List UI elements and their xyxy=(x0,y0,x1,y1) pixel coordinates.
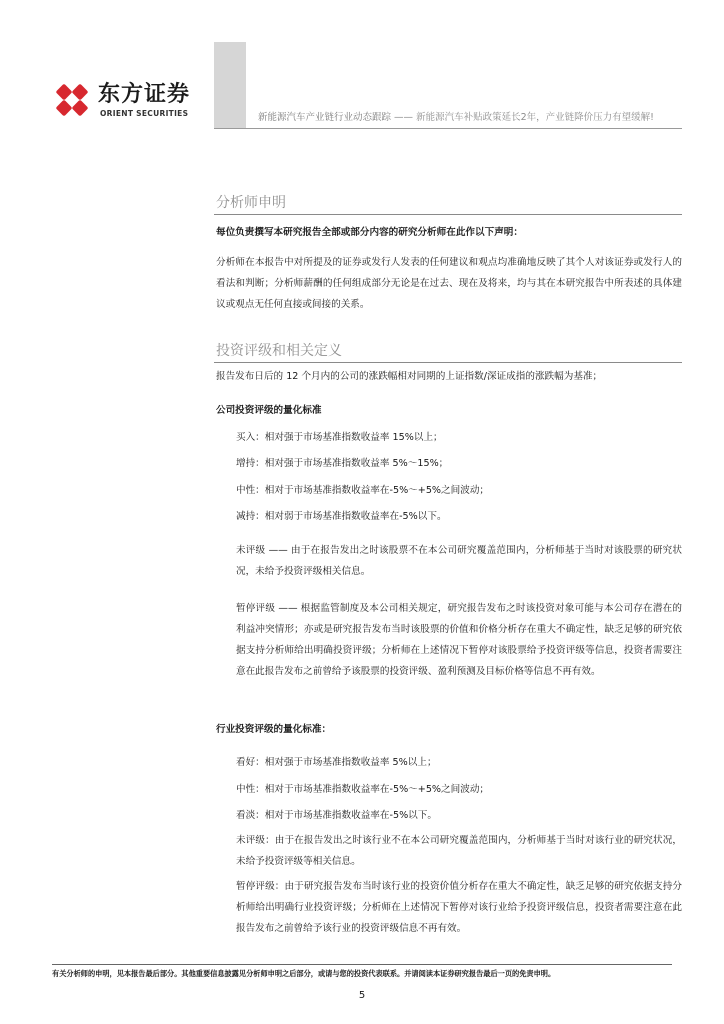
header-rule xyxy=(214,128,682,129)
ratings-rule xyxy=(214,362,682,363)
ratings-intro: 报告发布日后的 12 个月内的公司的涨跌幅相对同期的上证指数/深证成指的涨跌幅为基准； xyxy=(216,371,603,382)
industry-rating-positive: 看好：相对强于市场基准指数收益率 5%以上； xyxy=(236,757,437,768)
company-suspended: 暂停评级 —— 根据监管制度及本公司相关规定，研究报告发布之时该投资对象可能与本公司存在潜在的利益冲突情形；亦或是研究报告发布当时该股票的价值和价格分析存在重大不确定性，缺乏足够的研究依据支持分析师给出明确投资评级；分析师在上述情况下暂停对该股票给予投资评级等信息，投资者需要注意在此报告发布之前曾给予该股票的投资评级、盈利预测及目标价格等信息不再有效。 xyxy=(236,603,682,677)
analyst-statement-body: 分析师在本报告中对所提及的证券或发行人发表的任何建议和观点均准确地反映了其个人对该证券或发行人的看法和判断；分析师薪酬的任何组成部分无论是在过去、现在及将来，均与其在本研究报告中所表述的具体建议或观点无任何直接或间接的关系。 xyxy=(216,257,682,310)
header-series: 新能源汽车产业链行业动态跟踪 xyxy=(258,112,392,123)
header-separator: —— xyxy=(394,112,414,123)
company-rating-heading: 公司投资评级的量化标准 xyxy=(216,405,322,416)
industry-unrated: 未评级：由于在报告发出之时该行业不在本公司研究覆盖范围内，分析师基于当时对该行业的研究状况，未给予投资评级等相关信息。 xyxy=(236,835,682,867)
footer-disclaimer: 有关分析师的申明，见本报告最后部分。其他重要信息披露见分析师申明之后部分，或请与您的投资代表联系。并请阅读本证券研究报告最后一页的免责申明。 xyxy=(52,969,556,978)
brand-name-en: ORIENT SECURITIES xyxy=(100,109,189,118)
analyst-statement-rule xyxy=(214,214,682,215)
company-unrated: 未评级 —— 由于在报告发出之时该股票不在本公司研究覆盖范围内，分析师基于当时对该股票的研究状况，未给予投资评级相关信息。 xyxy=(236,545,682,577)
running-header xyxy=(258,112,654,124)
page-number: 5 xyxy=(358,990,366,1001)
industry-suspended: 暂停评级：由于研究报告发布当时该行业的投资价值分析存在重大不确定性，缺乏足够的研究依据支持分析师给出明确行业投资评级；分析师在上述情况下暂停对该行业给予投资评级信息，投资者需要注意在此报告发布之前曾给予该行业的投资评级信息不再有效。 xyxy=(236,881,682,934)
analyst-statement-title: 分析师申明 xyxy=(216,195,286,211)
industry-rating-neutral: 中性：相对于市场基准指数收益率在-5%～+5%之间波动； xyxy=(236,784,490,795)
brand-name-cn: 东方证券 xyxy=(98,82,191,107)
company-rating-underweight: 减持：相对弱于市场基准指数收益率在-5%以下。 xyxy=(236,511,447,522)
industry-rating-negative: 看淡：相对于市场基准指数收益率在-5%以下。 xyxy=(236,810,437,821)
company-rating-overweight: 增持：相对强于市场基准指数收益率 5%～15%； xyxy=(236,458,449,469)
industry-rating-heading: 行业投资评级的量化标准： xyxy=(216,724,332,735)
header-subtitle: 新能源汽车补贴政策延长2年，产业链降价压力有望缓解! xyxy=(416,112,654,123)
company-rating-buy: 买入：相对强于市场基准指数收益率 15%以上； xyxy=(236,432,443,443)
orient-logo-icon xyxy=(54,82,90,118)
company-logo xyxy=(54,82,204,122)
footer-rule xyxy=(52,964,672,965)
header-gray-block xyxy=(214,42,246,128)
ratings-title: 投资评级和相关定义 xyxy=(216,343,342,359)
company-rating-neutral: 中性：相对于市场基准指数收益率在-5%～+5%之间波动； xyxy=(236,485,490,496)
analyst-statement-lead: 每位负责撰写本研究报告全部或部分内容的研究分析师在此作以下声明： xyxy=(216,227,523,238)
